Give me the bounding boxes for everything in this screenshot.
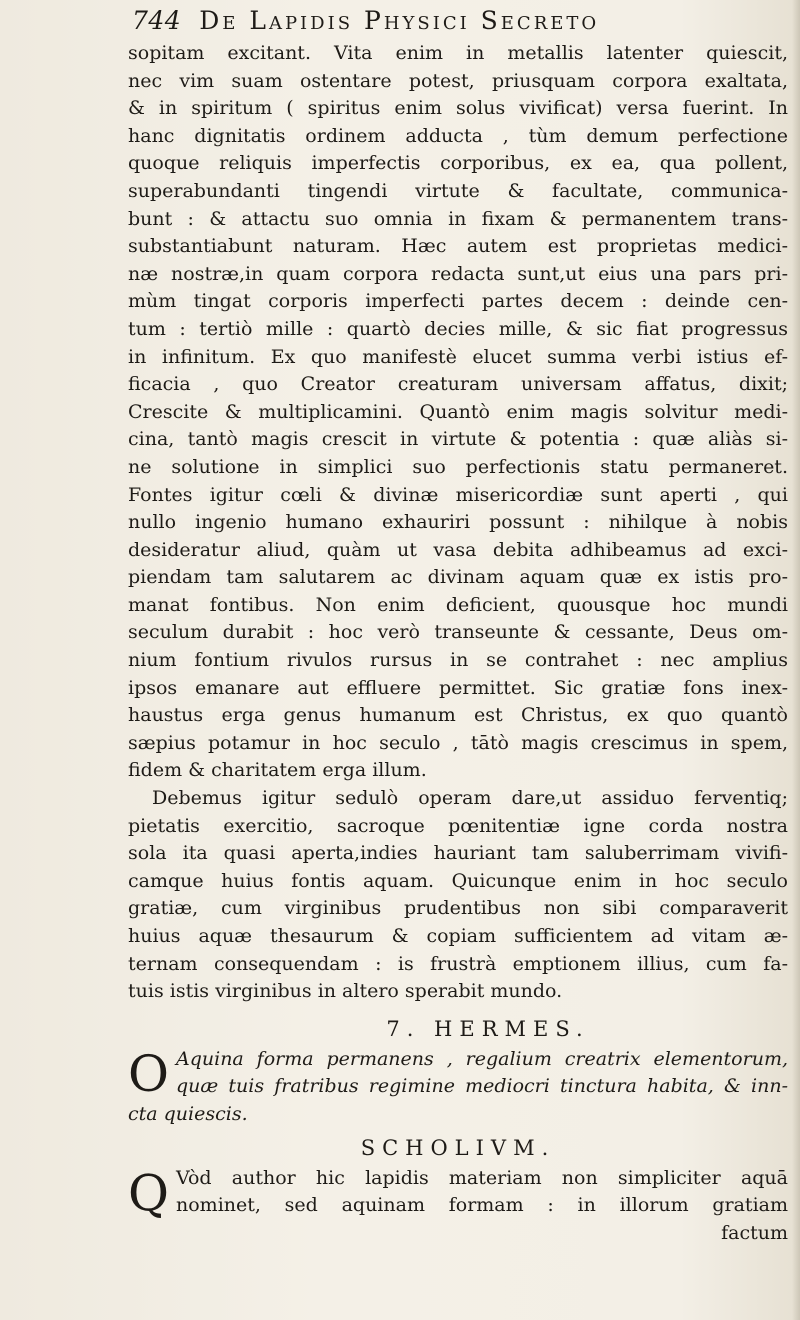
text-line: Crescite & multiplicamini. Quantò enim magis solvitur medi- [128,400,788,423]
drop-cap: O [128,1044,169,1103]
text-line: quæ tuis fratribus regimine mediocri tinctura habita, & inn- [176,1075,788,1098]
text-line: pietatis exercitio, sacroque pœnitentiæ igne corda nostra [128,814,788,837]
text-line: Aquina forma permanens , regalium creatrix elementorum, [176,1047,788,1070]
section-heading-hermes: 7. HERMES. [386,1016,590,1041]
text-line: manat fontibus. Non enim deficient, quousque hoc mundi [128,593,788,616]
text-line: camque huius fontis aquam. Quicunque enim in hoc seculo [128,869,788,892]
text-line: tuis istis virginibus in altero sperabit mundo. [128,980,563,1003]
text-line: in infinitum. Ex quo manifestè elucet summa verbi istius ef- [128,345,788,368]
text-line: ne solutione in simplici suo perfectionis statu permaneret. [128,455,788,478]
text-line: gratiæ, cum virginibus prudentibus non sibi comparaverit [128,897,788,920]
text-line: sola ita quasi aperta,indies hauriant tam saluberrimam vivifi- [128,842,788,865]
page-edge-shadow [792,0,800,1320]
text-line: mùm tingat corporis imperfecti partes decem : deinde cen- [128,290,788,313]
text-line: piendam tam salutarem ac divinam aquam quæ ex istis pro- [128,566,788,589]
text-line: hanc dignitatis ordinem adducta , tùm demum perfectione [128,124,788,147]
text-line: desideratur aliud, quàm ut vasa debita adhibeamus ad exci- [128,538,788,561]
running-title: De Lapidis Physici Secreto [199,6,600,35]
page-number: 744 [132,6,182,35]
text-line: næ nostræ,in quam corpora redacta sunt,ut eius una pars pri- [128,262,788,285]
text-line: cina, tantò magis crescit in virtute & potentia : quæ aliàs si- [128,428,788,451]
text-line: bunt : & attactu suo omnia in fixam & permanentem trans- [128,207,788,230]
text-line: quoque reliquis imperfectis corporibus, ex ea, qua pollent, [128,152,788,175]
section-heading-scholium: SCHOLIVM. [360,1135,556,1160]
text-line: ternam consequendam : is frustrà emptionem illius, cum fa- [128,952,788,975]
text-line: nullo ingenio humano exhauriri possunt : nihilque à nobis [128,511,788,534]
text-line: cta quiescis. [128,1102,248,1125]
text-line: haustus erga genus humanum est Christus, ex quo quantò [128,704,788,727]
text-body [128,40,788,1246]
text-line: nium fontium rivulos rursus in se contrahet : nec amplius [128,649,788,672]
text-line: nec vim suam ostentare potest, priusquam corpora exaltata, [128,69,788,92]
text-line: nominet, sed aquinam formam : in illorum gratiam [176,1194,788,1217]
text-line: Debemus igitur sedulò operam dare,ut assiduo ferventiq; [152,787,788,810]
text-line: superabundanti tingendi virtute & facultate, communica- [128,179,788,202]
text-line: & in spiritum ( spiritus enim solus vivificat) versa fuerint. In [128,97,788,120]
text-line: Fontes igitur cœli & divinæ misericordiæ sunt aperti , qui [128,483,788,506]
running-header [132,6,772,40]
text-line: seculum durabit : hoc verò transeunte & cessante, Deus om- [128,621,788,644]
text-line: huius aquæ thesaurum & copiam sufficientem ad vitam æ- [128,925,788,947]
text-line: ipsos emanare aut effluere permittet. Sic gratiæ fons inex- [128,676,788,699]
text-line: fidem & charitatem erga illum. [128,759,427,782]
text-line: sæpius potamur in hoc seculo , tātò magis crescimus in spem, [128,731,788,754]
catchword: factum [721,1221,788,1244]
text-line: tum : tertiò mille : quartò decies mille, & sic fiat progressus [128,317,788,340]
paragraph-2 [128,785,788,1006]
text-line: substantiabunt naturam. Hæc autem est proprietas medici- [128,235,788,258]
text-line: Vòd author hic lapidis materiam non simpliciter aquā [176,1166,788,1189]
text-line: ficacia , quo Creator creaturam universam affatus, dixit; [128,373,788,396]
scholium-text [128,1165,788,1246]
paragraph-1 [128,40,788,785]
drop-cap: Q [128,1163,169,1222]
hermes-quote [128,1046,788,1129]
text-line: sopitam excitant. Vita enim in metallis latenter quiescit, [128,42,788,64]
